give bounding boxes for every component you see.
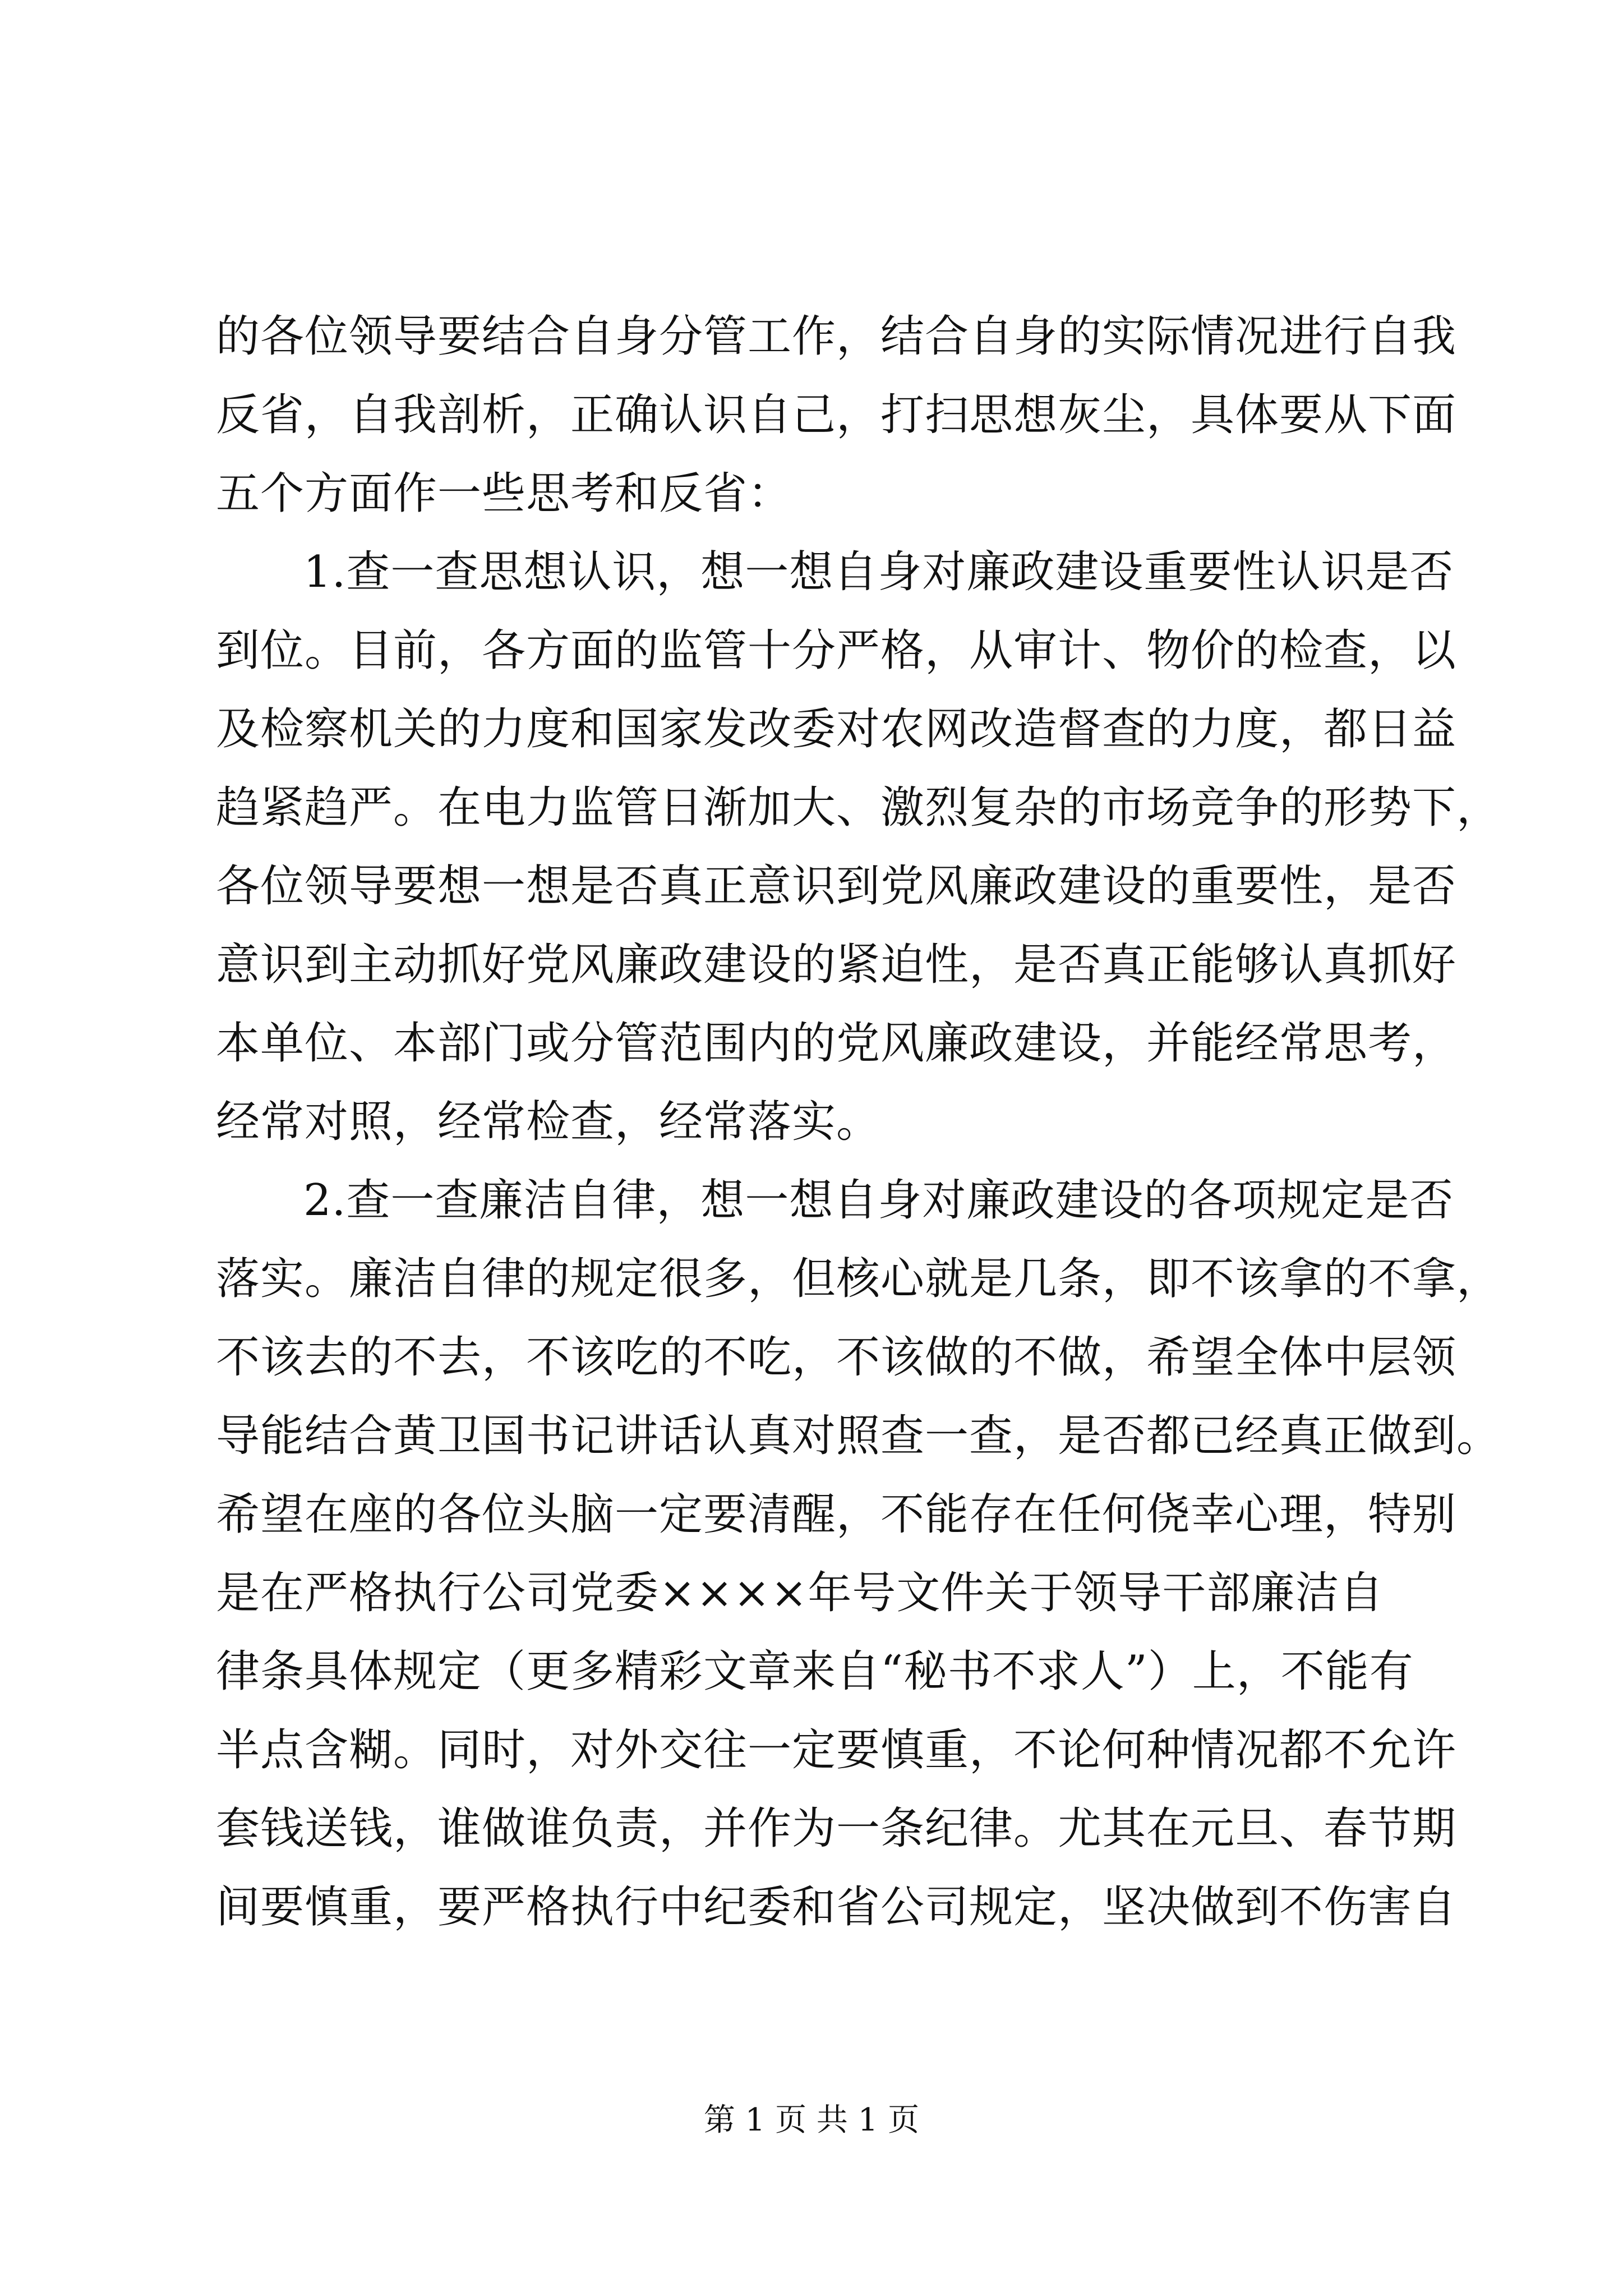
text-line-3: 五个方面作一些思考和反省： bbox=[216, 468, 792, 519]
text-line-6: 及检察机关的力度和国家发改委对农网改造督查的力度，都日益 bbox=[216, 704, 1457, 754]
text-line-8: 各位领导要想一想是否真正意识到党风廉政建设的重要性，是否 bbox=[216, 861, 1457, 912]
text-line-21: 间要慎重，要严格执行中纪委和省公司规定，坚决做到不伤害自 bbox=[216, 1882, 1457, 1932]
text-line-2: 反省，自我剖析，正确认识自己，打扫思想灰尘，具体要从下面 bbox=[216, 390, 1457, 440]
text-line-9: 意识到主动抓好党风廉政建设的紧迫性，是否真正能够认真抓好 bbox=[216, 940, 1457, 990]
text-line-16: 希望在座的各位头脑一定要清醒，不能存在任何侥幸心理，特别 bbox=[216, 1489, 1457, 1540]
text-line-7: 趋紧趋严。在电力监管日渐加大、激烈复杂的市场竞争的形势下， bbox=[216, 783, 1501, 833]
text-line-4: 1.查一查思想认识，想一想自身对廉政建设重要性认识是否 bbox=[303, 547, 1454, 597]
text-line-15: 导能结合黄卫国书记讲话认真对照查一查，是否都已经真正做到。 bbox=[216, 1411, 1501, 1461]
text-line-5: 到位。目前，各方面的监管十分严格，从审计、物价的检查，以 bbox=[216, 625, 1457, 676]
text-line-20: 套钱送钱，谁做谁负责，并作为一条纪律。尤其在元旦、春节期 bbox=[216, 1803, 1457, 1854]
text-line-12: 2.查一查廉洁自律，想一想自身对廉政建设的各项规定是否 bbox=[303, 1175, 1454, 1226]
text-line-19: 半点含糊。同时，对外交往一定要慎重，不论何种情况都不允许 bbox=[216, 1725, 1457, 1775]
text-line-13: 落实。廉洁自律的规定很多，但核心就是几条，即不该拿的不拿， bbox=[216, 1254, 1501, 1304]
text-line-1: 的各位领导要结合自身分管工作，结合自身的实际情况进行自我 bbox=[216, 311, 1457, 362]
text-line-17: 是在严格执行公司党委××××年号文件关于领导干部廉洁自 bbox=[216, 1568, 1384, 1618]
page-footer: 第 1 页 共 1 页 bbox=[703, 2102, 920, 2138]
text-line-11: 经常对照，经常检查，经常落实。 bbox=[216, 1097, 881, 1147]
text-line-10: 本单位、本部门或分管范围内的党风廉政建设，并能经常思考， bbox=[216, 1018, 1457, 1069]
text-line-18: 律条具体规定（更多精彩文章来自“秘书不求人”）上，不能有 bbox=[216, 1646, 1414, 1697]
text-line-14: 不该去的不去，不该吃的不吃，不该做的不做，希望全体中层领 bbox=[216, 1332, 1457, 1383]
